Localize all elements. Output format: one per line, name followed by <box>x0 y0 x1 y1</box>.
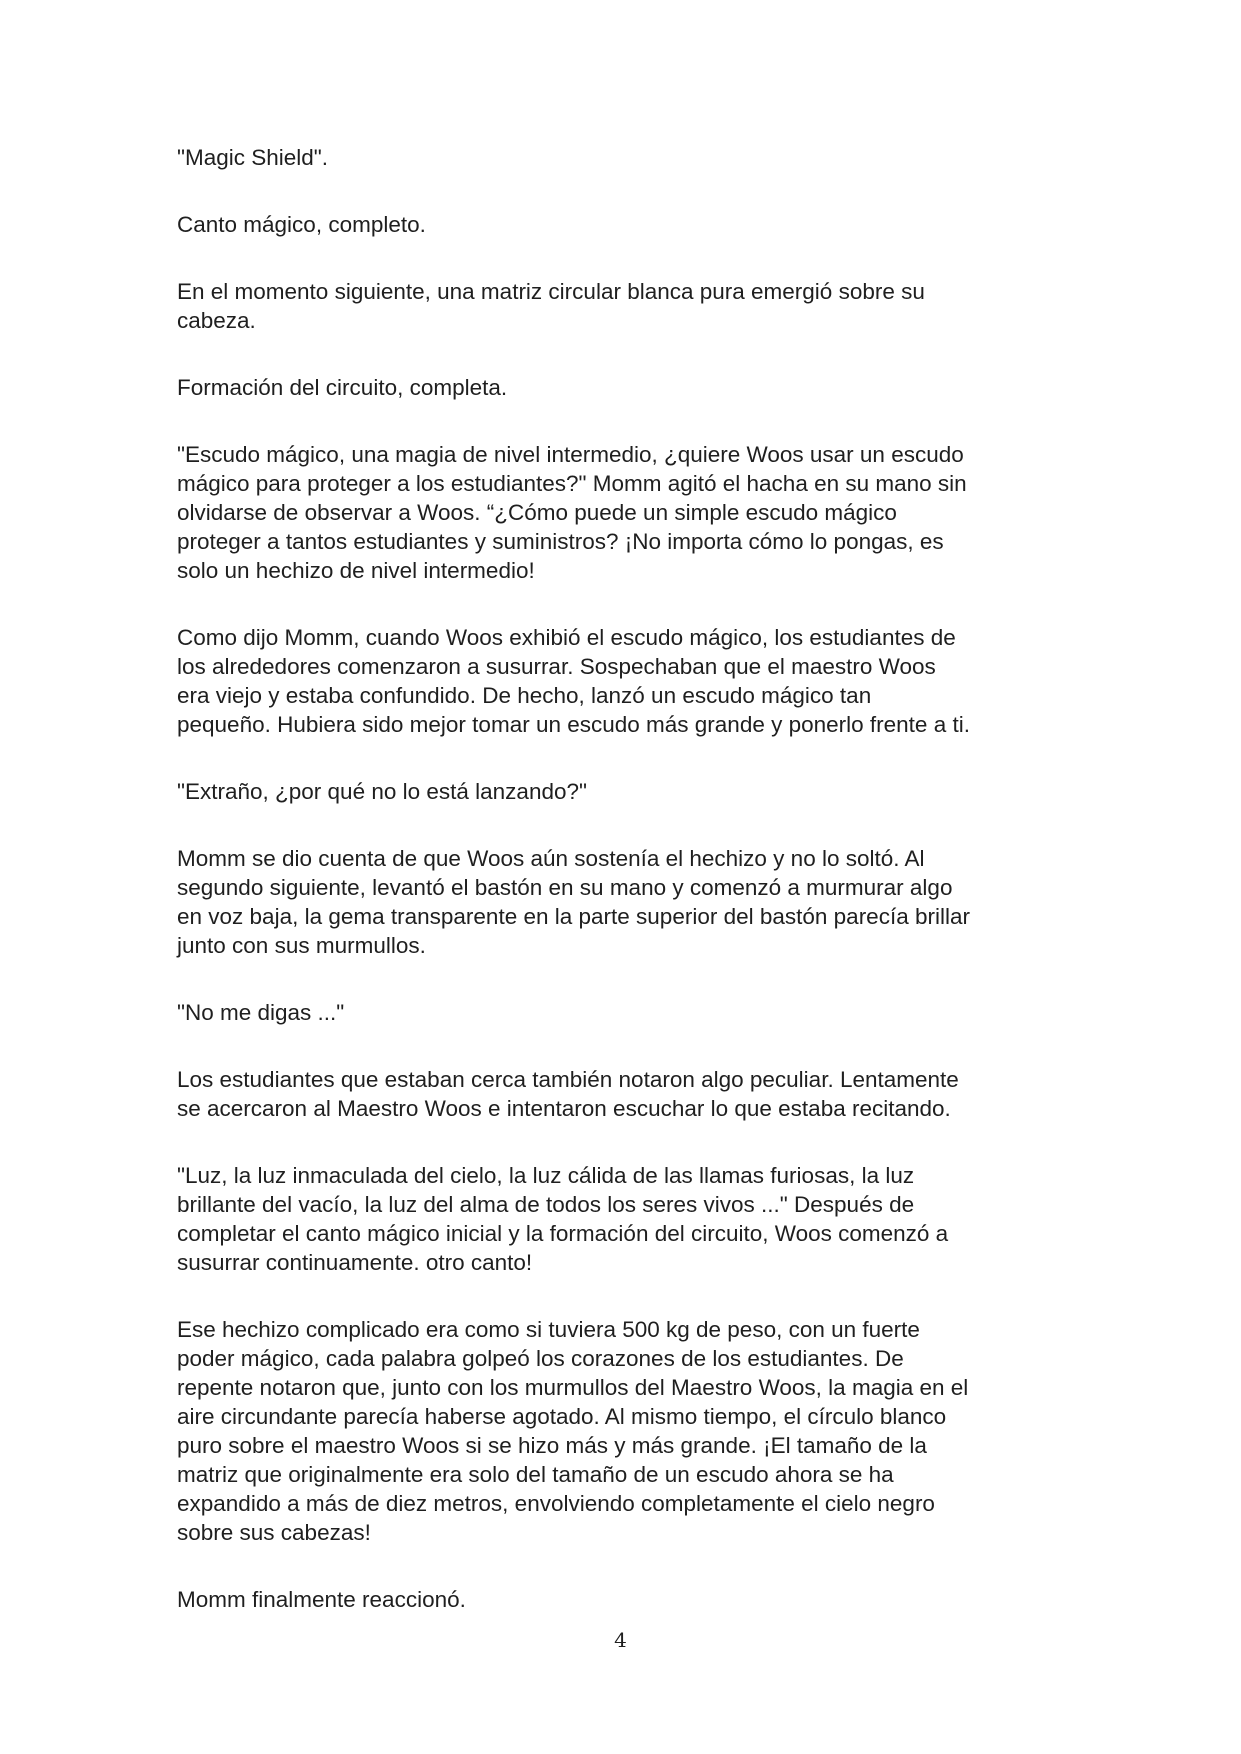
paragraph: "No me digas ..." <box>177 1000 345 1025</box>
paragraph: "Luz, la luz inmaculada del cielo, la luz cálida de las llamas furiosas, la luz brillante del vacío, la luz del alma de todos los seres vivos ..." Después de completar el canto mágico inicial y la formación del circuito, Woos comenzó a susurrar continuamente. otro canto! <box>177 1163 949 1275</box>
paragraph: "Escudo mágico, una magia de nivel intermedio, ¿quiere Woos usar un escudo mágico para proteger a los estudiantes?" Momm agitó el hacha en su mano sin olvidarse de observar a Woos. “¿Cómo puede un simple escudo mágico proteger a tantos estudiantes y suministros? ¡No importa cómo lo pongas, es solo un hechizo de nivel intermedio! <box>177 442 967 583</box>
paragraph: Formación del circuito, completa. <box>177 375 508 400</box>
paragraph: "Magic Shield". <box>177 145 329 170</box>
paragraph: Ese hechizo complicado era como si tuviera 500 kg de peso, con un fuerte poder mágico, cada palabra golpeó los corazones de los estudiantes. De repente notaron que, junto con los murmullos del Maestro Woos, la magia en el aire circundante parecía haberse agotado. Al mismo tiempo, el círculo blanco puro sobre el maestro Woos si se hizo más y más grande. ¡El tamaño de la matriz que originalmente era solo del tamaño de un escudo ahora se ha expandido a más de diez metros, envolviendo completamente el cielo negro sobre sus cabezas! <box>177 1317 969 1545</box>
body-text <box>177 143 1067 1652</box>
paragraph: Momm finalmente reaccionó. <box>177 1587 466 1612</box>
paragraph: Como dijo Momm, cuando Woos exhibió el escudo mágico, los estudiantes de los alrededores comenzaron a susurrar. Sospechaban que el maestro Woos era viejo y estaba confundido. De hecho, lanzó un escudo mágico tan pequeño. Hubiera sido mejor tomar un escudo más grande y ponerlo frente a ti. <box>177 625 970 737</box>
page-number: 4 <box>614 1628 627 1652</box>
paragraph: "Extraño, ¿por qué no lo está lanzando?" <box>177 779 587 804</box>
paragraph: Canto mágico, completo. <box>177 212 426 237</box>
paragraph: Momm se dio cuenta de que Woos aún sostenía el hechizo y no lo soltó. Al segundo siguiente, levantó el bastón en su mano y comenzó a murmurar algo en voz baja, la gema transparente en la parte superior del bastón parecía brillar junto con sus murmullos. <box>177 846 970 958</box>
paragraph: En el momento siguiente, una matriz circular blanca pura emergió sobre su cabeza. <box>177 279 925 333</box>
paragraph: Los estudiantes que estaban cerca también notaron algo peculiar. Lentamente se acercaron al Maestro Woos e intentaron escuchar lo que estaba recitando. <box>177 1067 959 1121</box>
